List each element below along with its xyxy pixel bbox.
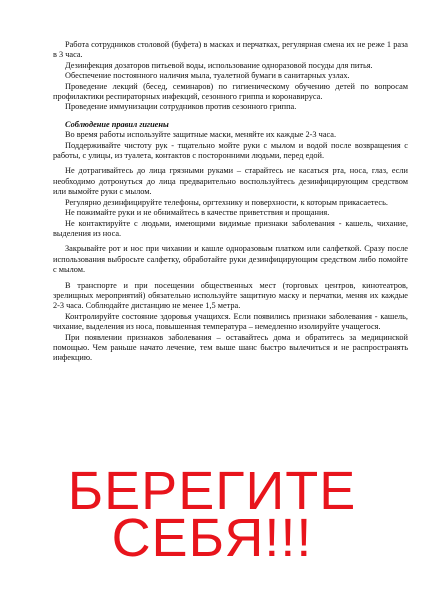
rule-paragraph: Регулярно дезинфицируйте телефоны, оргтехнику и поверхности, к которым прикасаетесь.: [65, 197, 388, 207]
rule-paragraph: Поддерживайте чистоту рук - тщательно мойте руки с мылом и водой после возвращения с работы, с улицы, из туалета, контактов с посторонними людьми, перед едой.: [53, 140, 408, 161]
rule-paragraph: Не контактируйте с людьми, имеющими видимые признаки заболевания - кашель, чихание, выделения из носа.: [53, 218, 408, 238]
intro-paragraph: Проведение лекций (бесед, семинаров) по гигиеническому обучению детей по вопросам профилактики респираторных инфекций, сезонного гриппа и коронавируса.: [53, 81, 408, 102]
intro-paragraph: Проведение иммунизации сотрудников против сезонного гриппа.: [65, 102, 297, 112]
rule-paragraph: При появлении признаков заболевания – оставайтесь дома и обратитесь за медицинской помощью. Чем раньше начато лечение, тем выше шанс быстро вылечиться и не распространять инфекцию.: [53, 332, 408, 363]
rule-paragraph: В транспорте и при посещении общественных мест (торговых центров, кинотеатров, зрелищных мероприятий) обязательно используйте защитную маску и перчатки, меняя их каждые 2-3 часа. Соблюдайте дистанцию не менее 1,5 метра.: [53, 280, 408, 311]
document-body: [53, 40, 408, 364]
intro-paragraph: Обеспечение постоянного наличия мыла, туалетной бумаги в санитарных узлах.: [65, 71, 350, 81]
rule-paragraph: Во время работы используйте защитные маски, меняйте их каждые 2-3 часа.: [65, 130, 337, 140]
rule-paragraph: Закрывайте рот и нос при чихании и кашле одноразовым платком или салфеткой. Сразу после использования выбросьте салфетку, обработайте руки дезинфицирующим средством либо помойте с мылом.: [53, 244, 408, 275]
intro-paragraph: Работа сотрудников столовой (буфета) в масках и перчатках, регулярная смена их не реже 1 раза в 3 часа.: [53, 40, 408, 60]
banner-line-1: БЕРЕГИТЕ: [67, 461, 357, 521]
rule-paragraph: Не пожимайте руки и не обнимайтесь в качестве приветствия и прощания.: [65, 208, 330, 218]
banner-line-2: СЕБЯ!!!: [111, 508, 313, 568]
rule-paragraph: Контролируйте состояние здоровья учащихся. Если появились признаки заболевания - кашель, чихание, выделения из носа, повышенная температура – немедленно изолируйте учащегося.: [53, 311, 408, 332]
rule-paragraph: Не дотрагивайтесь до лица грязными руками – старайтесь не касаться рта, носа, глаз, если необходимо дотронуться до лица предварительно воспользуйтесь дезинфицирующим средством или вымойте руки с мылом.: [53, 166, 408, 197]
intro-paragraph: Дезинфекция дозаторов питьевой воды, использование одноразовой посуды для питья.: [65, 60, 373, 70]
section-heading: Соблюдение правил гигиены: [65, 119, 169, 129]
